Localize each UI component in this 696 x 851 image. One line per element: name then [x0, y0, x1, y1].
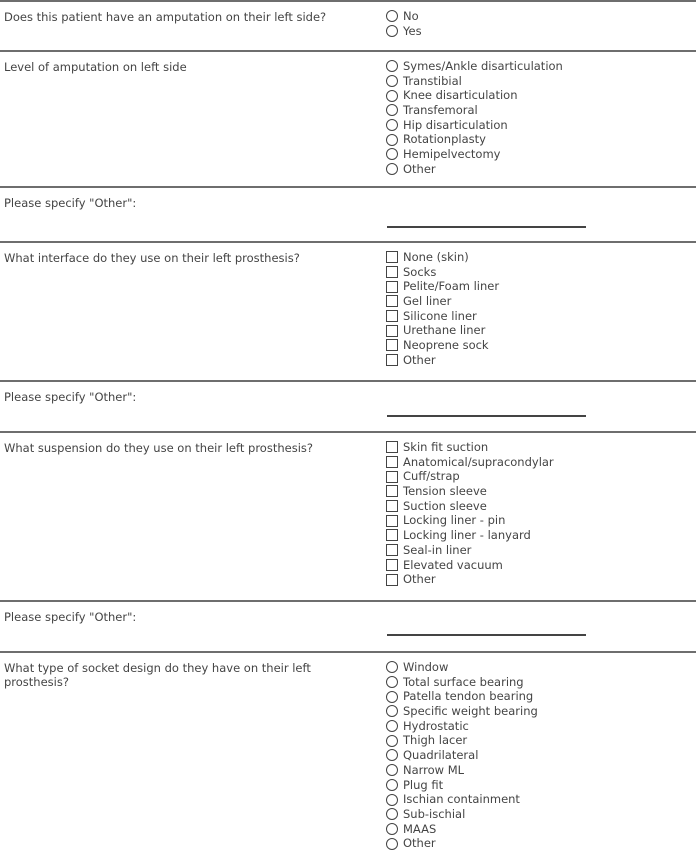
option-label: Neoprene sock [403, 338, 489, 353]
question-label: What suspension do they use on their left prosthesis? [4, 441, 313, 455]
option-label: Silicone liner [403, 308, 477, 323]
option-label: Thigh lacer [403, 733, 468, 748]
checkbox-option[interactable] [386, 265, 499, 280]
option-label: Knee disarticulation [403, 88, 518, 103]
checkbox[interactable] [386, 266, 398, 278]
option-label: Locking liner - lanyard [403, 528, 531, 543]
radio-button[interactable] [386, 75, 398, 87]
radio-button[interactable] [386, 163, 398, 175]
checkbox-option[interactable] [386, 543, 554, 558]
checkbox-option[interactable] [386, 323, 499, 338]
checkbox[interactable] [386, 441, 398, 453]
radio-option[interactable] [386, 733, 538, 748]
option-label: Hydrostatic [403, 718, 469, 733]
option-label: Cuff/strap [403, 469, 460, 484]
checkbox[interactable] [386, 456, 398, 468]
checkbox-option[interactable] [386, 499, 554, 514]
radio-option[interactable] [386, 792, 538, 807]
radio-option[interactable] [386, 689, 538, 704]
radio-option[interactable] [386, 763, 538, 778]
option-label: Window [403, 660, 449, 674]
question-label: What type of socket design do they have on their left prosthesis? [4, 661, 311, 689]
checkbox-option[interactable] [386, 338, 499, 353]
radio-button[interactable] [386, 134, 398, 146]
option-label: Total surface bearing [403, 674, 524, 689]
checkbox[interactable] [386, 559, 398, 571]
option-label: Yes [403, 23, 422, 38]
option-label: MAAS [403, 821, 437, 836]
radio-button[interactable] [386, 720, 398, 732]
options-list [386, 660, 538, 851]
radio-button[interactable] [386, 749, 398, 761]
options-list [386, 440, 554, 587]
other-text-field[interactable] [387, 634, 586, 636]
radio-button[interactable] [386, 661, 398, 673]
radio-button[interactable] [386, 779, 398, 791]
checkbox-option[interactable] [386, 484, 554, 499]
radio-button[interactable] [386, 794, 398, 806]
checkbox-option[interactable] [386, 279, 499, 294]
radio-option[interactable] [386, 147, 563, 162]
checkbox[interactable] [386, 574, 398, 586]
option-label: Gel liner [403, 294, 452, 309]
question-amputation-level-other [0, 186, 696, 242]
option-label: Rotationplasty [403, 132, 486, 147]
option-label: Other [403, 572, 436, 587]
radio-option[interactable] [386, 675, 538, 690]
radio-button[interactable] [386, 119, 398, 131]
question-label: Level of amputation on left side [4, 60, 187, 74]
radio-button[interactable] [386, 735, 398, 747]
radio-option[interactable] [386, 748, 538, 763]
checkbox[interactable] [386, 471, 398, 483]
option-label: Transfemoral [403, 103, 478, 118]
checkbox-option[interactable] [386, 558, 554, 573]
question-label: Please specify "Other": [4, 390, 137, 404]
option-label: Other [403, 836, 436, 851]
radio-option[interactable] [386, 660, 538, 675]
option-label: Specific weight bearing [403, 704, 538, 719]
option-label: None (skin) [403, 250, 469, 264]
option-label: Plug fit [403, 777, 444, 792]
checkbox-option[interactable] [386, 294, 499, 309]
option-label: Urethane liner [403, 323, 486, 338]
option-label: Tension sleeve [403, 484, 487, 499]
options-list [386, 250, 499, 368]
question-suspension [0, 431, 696, 601]
question-label: Please specify "Other": [4, 610, 137, 624]
checkbox-option[interactable] [386, 353, 499, 368]
option-label: Locking liner - pin [403, 513, 506, 528]
checkbox[interactable] [386, 529, 398, 541]
option-label: Ischian containment [403, 792, 520, 807]
checkbox[interactable] [386, 354, 398, 366]
question-interface [0, 241, 696, 381]
radio-button[interactable] [386, 148, 398, 160]
radio-option[interactable] [386, 59, 563, 74]
radio-button[interactable] [386, 60, 398, 72]
radio-button[interactable] [386, 25, 398, 37]
checkbox-option[interactable] [386, 528, 554, 543]
radio-button[interactable] [386, 764, 398, 776]
checkbox[interactable] [386, 325, 398, 337]
radio-option[interactable] [386, 24, 422, 39]
radio-button[interactable] [386, 705, 398, 717]
option-label: Narrow ML [403, 762, 465, 777]
other-text-field[interactable] [387, 415, 586, 417]
checkbox[interactable] [386, 515, 398, 527]
option-label: Pelite/Foam liner [403, 279, 500, 294]
checkbox-option[interactable] [386, 440, 554, 455]
checkbox[interactable] [386, 339, 398, 351]
options-list [386, 59, 563, 177]
radio-option[interactable] [386, 719, 538, 734]
option-label: Hip disarticulation [403, 117, 508, 132]
question-label: Please specify "Other": [4, 196, 137, 210]
radio-button[interactable] [386, 676, 398, 688]
option-label: No [403, 9, 419, 23]
checkbox-option[interactable] [386, 250, 499, 265]
question-amputation-level [0, 50, 696, 187]
question-suspension-other [0, 600, 696, 652]
radio-button[interactable] [386, 823, 398, 835]
radio-option[interactable] [386, 822, 538, 837]
checkbox[interactable] [386, 251, 398, 263]
question-interface-other [0, 380, 696, 432]
option-label: Other [403, 161, 436, 176]
option-label: Sub-ischial [403, 806, 466, 821]
other-text-field[interactable] [387, 226, 586, 228]
checkbox[interactable] [386, 500, 398, 512]
option-label: Seal-in liner [403, 542, 472, 557]
radio-button[interactable] [386, 90, 398, 102]
radio-option[interactable] [386, 74, 563, 89]
checkbox-option[interactable] [386, 513, 554, 528]
checkbox-option[interactable] [386, 455, 554, 470]
radio-option[interactable] [386, 9, 422, 24]
radio-option[interactable] [386, 118, 563, 133]
options-list [386, 9, 422, 38]
checkbox-option[interactable] [386, 309, 499, 324]
option-label: Transtibial [403, 73, 462, 88]
option-label: Skin fit suction [403, 440, 489, 454]
radio-button[interactable] [386, 691, 398, 703]
option-label: Suction sleeve [403, 498, 487, 513]
option-label: Symes/Ankle disarticulation [403, 59, 563, 73]
question-label: What interface do they use on their left prosthesis? [4, 251, 300, 265]
question-socket-design [0, 651, 696, 851]
radio-option[interactable] [386, 88, 563, 103]
radio-option[interactable] [386, 103, 563, 118]
option-label: Elevated vacuum [403, 557, 503, 572]
question-amputation-left [0, 0, 696, 51]
checkbox-option[interactable] [386, 469, 554, 484]
radio-option[interactable] [386, 807, 538, 822]
checkbox[interactable] [386, 310, 398, 322]
checkbox[interactable] [386, 544, 398, 556]
radio-button[interactable] [386, 10, 398, 22]
checkbox[interactable] [386, 485, 398, 497]
option-label: Socks [403, 264, 437, 279]
checkbox[interactable] [386, 295, 398, 307]
radio-button[interactable] [386, 104, 398, 116]
option-label: Hemipelvectomy [403, 147, 501, 162]
option-label: Anatomical/supracondylar [403, 454, 554, 469]
radio-option[interactable] [386, 704, 538, 719]
option-label: Other [403, 352, 436, 367]
radio-option[interactable] [386, 836, 538, 851]
radio-button[interactable] [386, 808, 398, 820]
radio-option[interactable] [386, 132, 563, 147]
question-label: Does this patient have an amputation on their left side? [4, 10, 327, 24]
radio-option[interactable] [386, 778, 538, 793]
option-label: Quadrilateral [403, 748, 479, 763]
checkbox[interactable] [386, 281, 398, 293]
checkbox-option[interactable] [386, 572, 554, 587]
option-label: Patella tendon bearing [403, 689, 534, 704]
radio-option[interactable] [386, 162, 563, 177]
